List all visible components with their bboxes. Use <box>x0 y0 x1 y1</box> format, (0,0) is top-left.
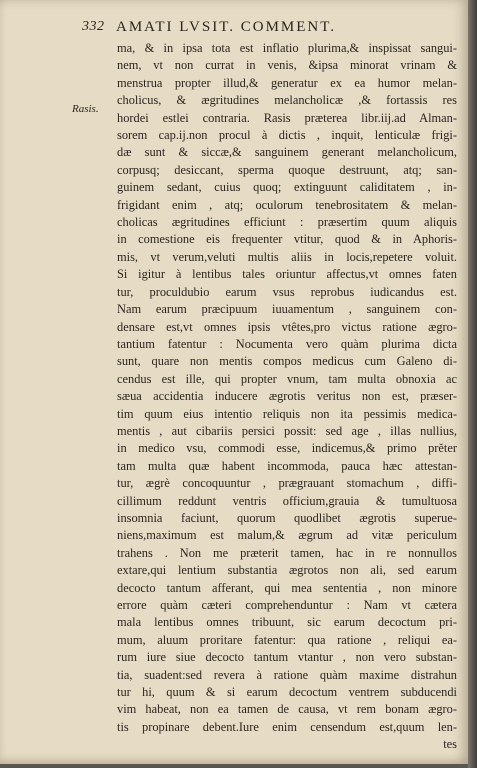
text-line: ma, & in ipsa tota est inflatio plurima,& inspissat sangui- <box>117 41 457 55</box>
text-line: sunt, quare non mentis compos medicus cum Galeno di- <box>117 354 457 369</box>
catchword: tes <box>443 737 457 752</box>
text-line: Nam earum præcipuum iuuamentum , sanguinem con- <box>117 302 457 317</box>
text-line: decocto tantum afferant, qui mea sententia , non minore <box>117 580 457 595</box>
text-line: tantium fatentur : Nocumenta vero quàm plurima dicta <box>117 336 457 351</box>
marginal-note: Rasis. <box>72 103 99 115</box>
text-line: niens,maximum est malum,& ægrum ad vitæ periculum <box>117 528 457 543</box>
text-line: nem, vt non currat in venis, &ipsa minorat vrinam & <box>117 58 457 73</box>
page-number: 332 <box>82 19 105 34</box>
text-line: menstrua propter illud,& generatur ex ea humor melan- <box>117 75 457 90</box>
text-line: tim quum eius intentio reliquis non ita pessimis medica- <box>117 406 457 421</box>
text-line: mala lentibus omnes tribuunt, sic earum decoctum pri- <box>117 615 457 630</box>
text-line: frigidant enim , atq; oculorum tenebrositatem & melan- <box>117 197 457 212</box>
text-line: corpusq; desiccant, sperma quoque destruunt, atq; san- <box>117 162 457 177</box>
text-line: densare est,vt omnes ipsis vtêtes,pro victus ratione ægro- <box>117 319 457 334</box>
text-line: cholicas ægritudines efficiunt : præsertim quum aliquis <box>117 215 457 230</box>
text-line: cholicus, & ægritudines melancholicæ ,& fortassis res <box>117 93 457 108</box>
text-line: in comestione eis frequenter vtitur, quod & in Aphoris- <box>117 232 457 247</box>
text-line: vim habeat, non ea tamen de causa, vt rem bonam ægro- <box>117 702 457 717</box>
text-line: Si igitur à lentibus tales oriuntur affectus,vt omnes faten <box>117 267 457 282</box>
text-line: tia, suadent:sed revera à ratione quàm maxime distrahun <box>117 667 457 682</box>
text-line: cillimum reddunt ventris officium,grauia & tumultuosa <box>117 493 457 508</box>
text-line: extare,qui lentium substantia ægrotos non ali, sed earum <box>117 563 457 578</box>
text-line: mentis , aut cibariis persici possit: sed age , illas nullius, <box>117 423 457 438</box>
text-line: in medico vsu, commodi esse, indicemus,& primo prĕter <box>117 441 457 456</box>
body-text <box>117 40 457 754</box>
text-line: hordei estlei contraria. Rasis præterea libr.iij.ad Alman- <box>117 110 457 125</box>
page-edge <box>468 0 477 768</box>
text-line: cendus est ille, qui propter vnum, tam multa obnoxia ac <box>117 371 457 386</box>
text-line: mis, vt verum,veluti multis aliis in locis,repetere voluit. <box>117 249 457 264</box>
text-line: sorem cap.ij.non procul à dictis , inquit, lenticulæ frigi- <box>117 128 457 143</box>
text-line: guinem sedant, cuius quoq; extinguunt caliditatem , in- <box>117 180 457 195</box>
text-line: tur, ægrè concoquuntur , prægrauant stomachum , diffi- <box>117 476 457 491</box>
text-line: tur, proculdubio earum vsus reprobus iudicandus est. <box>117 284 457 299</box>
text-line: insomnia faciunt, quorum quodlibet ægrotis superue- <box>117 510 457 525</box>
text-line: errore quàm cæteri comprehenduntur : Nam vt cætera <box>117 598 457 612</box>
text-line: rum iure siue decocto tantum vtantur , non vero substan- <box>117 650 457 665</box>
text-line: sæua accidentia inducere ægrotis veritus non est, præser- <box>117 389 457 404</box>
text-line: tis propinare debent.Iure enim censendum est,quum len- <box>117 719 457 734</box>
text-line: tam multa quæ habent incommoda, pauca hæc attestan- <box>117 458 457 473</box>
text-line: dæ sunt & siccæ,& sanguinem generant melancholicum, <box>117 145 457 160</box>
text-line: trahens . Non me præterit tamen, hac in re nonnullos <box>117 545 457 560</box>
text-line: tur hi, quum & si earum decoctum ventrem subducendi <box>117 685 457 700</box>
running-head: AMATI LVSIT. COMMENT. <box>116 19 337 35</box>
page-header <box>82 19 462 39</box>
text-line: mum, aluum proritare fatentur: qua ratione , reliqui ea- <box>117 632 457 647</box>
